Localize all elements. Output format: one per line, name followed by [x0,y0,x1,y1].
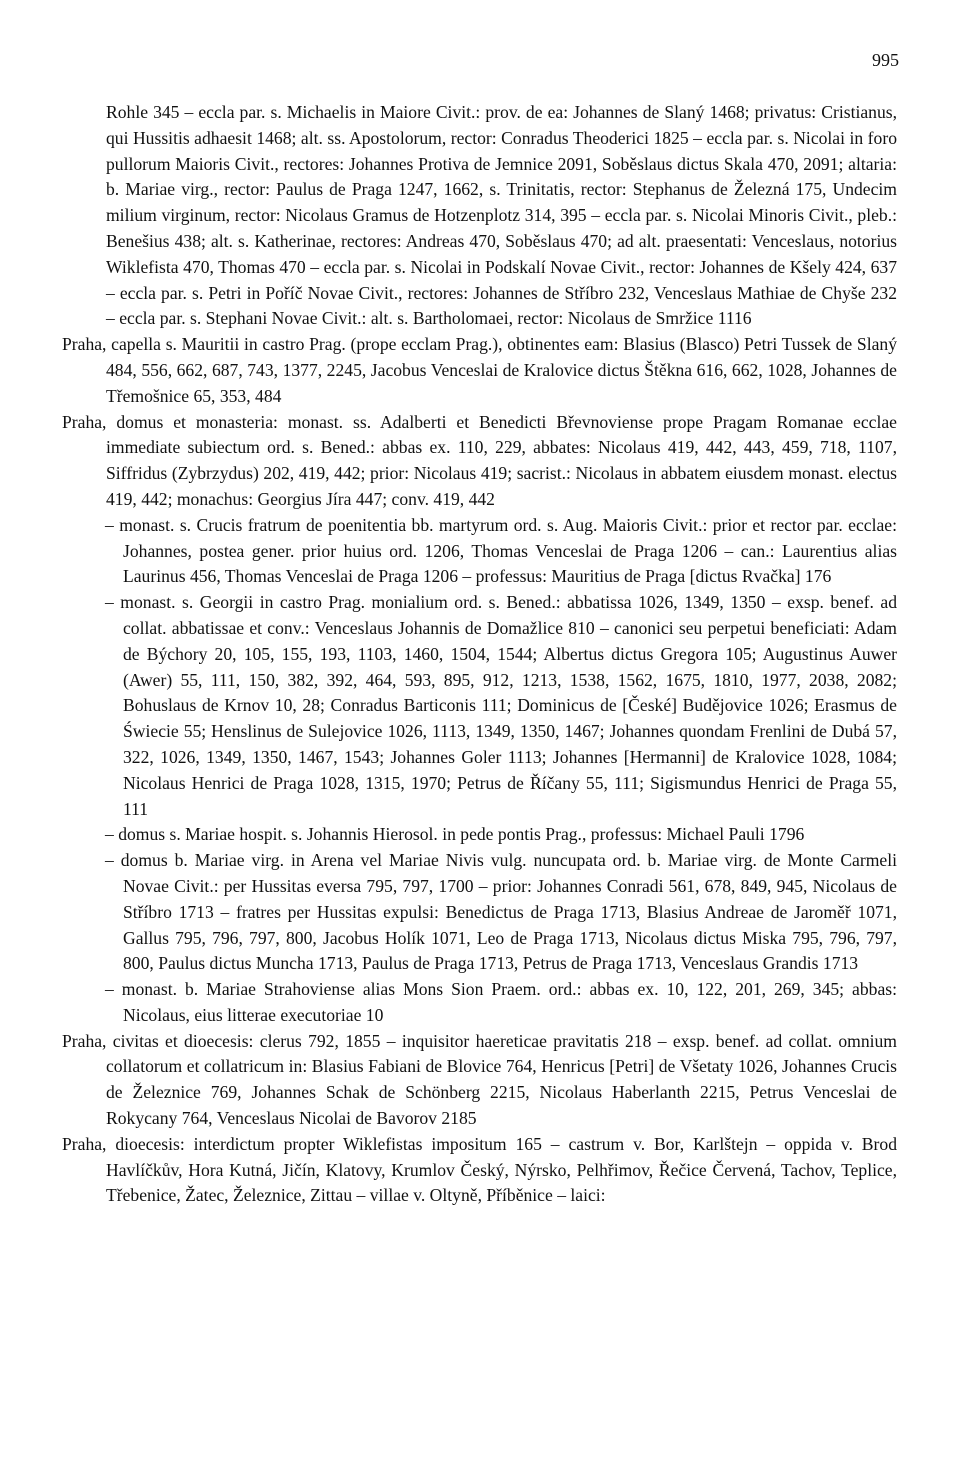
paragraph: Praha, domus et monasteria: monast. ss. Adalberti et Benedicti Břevnoviense prope Pragam Romanae ecclae immediate subiectum ord. s. Bened.: abbas ex. 110, 229, abbates: Nicolaus 419, 442, 443, 459, 718, 1107, Siffridus (Zybrzydus) 202, 419, 442; prior: Nicolaus 419; sacrist.: Nicolaus in abbatem eiusdem monast. electus 419, 442; monachus: Georgius Jíra 447; conv. 419, 442 [62,411,897,509]
sub-paragraph: – monast. s. Crucis fratrum de poenitentia bb. martyrum ord. s. Aug. Maioris Civit.: prior et rector par. ecclae: Johannes, postea gener. prior huius ord. 1206, Thomas Venceslai de Praga 1206 – can.: Laurentius alias Laurinus 456, Thomas Venceslai de Praga 1206 – professus: Mauritius de Praga [dictus Rvačka] 176 [105,514,897,587]
sub-paragraph: – domus b. Mariae virg. in Arena vel Mariae Nivis vulg. nuncupata ord. b. Mariae virg. de Monte Carmeli Novae Civit.: per Hussitas eversa 795, 797, 1700 – prior: Johannes Conradi 561, 678, 849, 945, Nicolaus de Stříbro 1713 – fratres per Hussitas expulsi: Benedictus de Praga 1713, Blasius Andreae de Jaroměř 1071, Gallus 795, 796, 797, 800, Jacobus Holík 1071, Leo de Praga 1713, Nicolaus dictus Miska 795, 796, 797, 800, Paulus dictus Muncha 1713, Paulus de Praga 1713, Petrus de Praga 1713, Venceslaus Grandis 1713 [105,850,897,974]
paragraph: Rohle 345 – eccla par. s. Michaelis in Maiore Civit.: prov. de ea: Johannes de Slaný 1468; privatus: Cristianus, qui Hussitis adhaesit 1468; alt. ss. Apostolorum, rector: Conradus Theoderici 1825 – eccla par. s. Nicolai in foro pullorum Maioris Civit., rectores: Johannes Protiva de Jemnice 2091, Soběslaus dictus Skala 470, 2091; altaria: b. Mariae virg., rector: Paulus de Praga 1247, 1662, s. Trinitatis, rector: Stephanus de Železná 175, Undecim milium virginum, rector: Nicolaus Gramus de Hotzenplotz 314, 395 – eccla par. s. Nicolai Minoris Civit., pleb.: Benešius 438; alt. s. Katherinae, rectores: Andreas 470, Soběslaus 470; ad alt. praesentati: Venceslaus, notorius Wiklefista 470, Thomas 470 – eccla par. s. Nicolai in Podskalí Novae Civit., rector: Johannes de Kšely 424, 637 – eccla par. s. Petri in Poříč Novae Civit., rectores: Johannes de Stříbro 232, Venceslaus Mathiae de Chyše 232 – eccla par. s. Stephani Novae Civit.: alt. s. Bartholomaei, rector: Nicolaus de Smržice 1116 [106,102,897,329]
page-number: 995 [872,50,899,70]
sub-paragraph: – monast. b. Mariae Strahoviense alias Mons Sion Praem. ord.: abbas ex. 10, 122, 201, 269, 345; abbas: Nicolaus, eius litterae executoriae 10 [105,979,897,1025]
paragraph: Praha, civitas et dioecesis: clerus 792, 1855 – inquisitor haereticae pravitatis 218 – exsp. benef. ad collat. omnium collatorum et collatricum in: Blasius Fabiani de Blovice 764, Henricus [Petri] de Všetaty 1026, Johannes Crucis de Železnice 769, Johannes Schak de Schönberg 2215, Nicolaus Haberlanth 2215, Petrus Venceslai de Rokycany 764, Venceslaus Nicolai de Bavorov 2185 [62,1030,897,1129]
sub-paragraph: – domus s. Mariae hospit. s. Johannis Hierosol. in pede pontis Prag., professus: Michael Pauli 1796 [105,824,805,845]
index-text [62,100,897,1209]
paragraph: Praha, dioecesis: interdictum propter Wiklefistas impositum 165 – castrum v. Bor, Karlštejn – oppida v. Brod Havlíčkův, Hora Kutná, Jičín, Klatovy, Krumlov Český, Nýrsko, Pelhřimov, Řečice Červená, Tachov, Teplice, Třebenice, Žatec, Železnice, Zittau – villae v. Oltyně, Příběnice – laici: [62,1133,897,1206]
paragraph: Praha, capella s. Mauritii in castro Prag. (prope ecclam Prag.), obtinentes eam: Blasius (Blasco) Petri Tussek de Slaný 484, 556, 662, 687, 743, 1377, 2245, Jacobus Venceslai de Kralovice dictus Štěkna 616, 662, 1028, Johannes de Třemošnice 65, 353, 484 [62,334,897,406]
sub-paragraph: – monast. s. Georgii in castro Prag. monialium ord. s. Bened.: abbatissa 1026, 1349, 1350 – exsp. benef. ad collat. abbatissae et conv.: Venceslaus Johannis de Domažlice 810 – canonici seu perpetui beneficiati: Adam de Býchory 20, 105, 155, 193, 1103, 1460, 1504, 1544; Albertus dictus Gregora 105; Augustinus Auwer (Awer) 55, 111, 150, 382, 392, 464, 593, 895, 912, 1213, 1538, 1562, 1675, 1810, 1977, 2038, 2082; Bohuslaus de Krnov 10, 28; Conradus Barticonis 111; Dominicus de [České] Budějovice 1026; Erasmus de Świecie 55; Henslinus de Sulejovice 1026, 1113, 1349, 1350, 1467; Johannes quondam Frenlini de Dubá 57, 322, 1026, 1349, 1350, 1467, 1543; Johannes Goler 1113; Johannes [Hermanni] de Kralovice 1028, 1084; Nicolaus Henrici de Praga 1028, 1315, 1970; Petrus de Říčany 55, 111; Sigismundus Henrici de Praga 55, 111 [105,592,897,819]
